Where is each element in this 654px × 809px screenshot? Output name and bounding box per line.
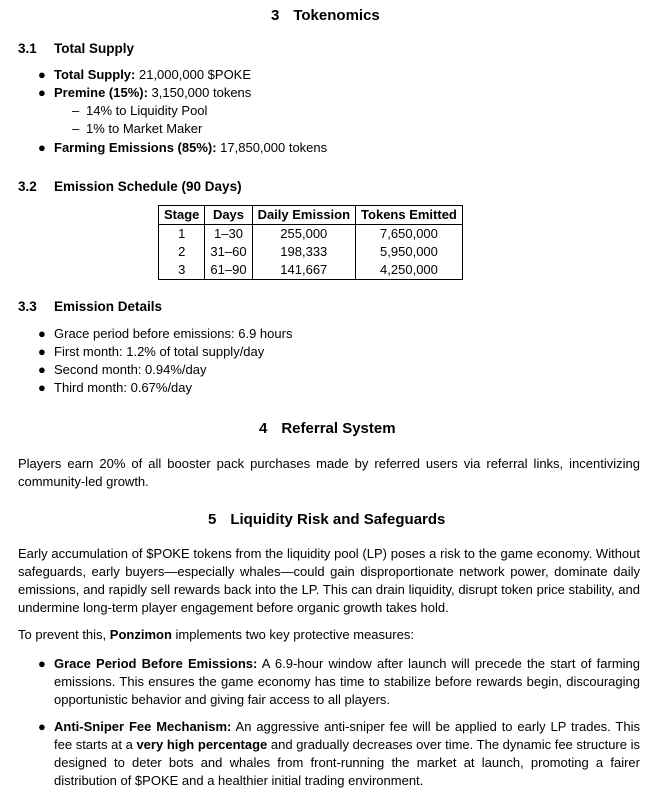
list-item: ● Premine (15%): 3,150,000 tokens xyxy=(38,85,252,100)
sub-list-item: – 14% to Liquidity Pool xyxy=(72,103,208,118)
bullet-icon: ● xyxy=(38,85,46,100)
table-cell: 31–60 xyxy=(205,243,252,261)
dash-icon: – xyxy=(72,121,80,136)
bullet-icon: ● xyxy=(38,344,46,359)
referral-paragraph: Players earn 20% of all booster pack purchases made by referred users via referral links, incentivizing community-led growth. xyxy=(18,456,640,489)
table-row xyxy=(159,225,463,244)
table-cell: 255,000 xyxy=(252,225,355,244)
liquidity-risk-paragraph: Early accumulation of $POKE tokens from the liquidity pool (LP) poses a risk to the game economy. Without safeguards, early buyers—especially whales—could gain disproportionate network power, dominate daily emissions, and rapidly sell rewards back into the LP. This can drain liquidity, disrupt token price stability, and undermine long-term player engagement before organic growth takes hold. xyxy=(18,546,640,615)
table-cell: 3 xyxy=(159,261,205,280)
dash-icon: – xyxy=(72,103,80,118)
table-cell: 61–90 xyxy=(205,261,252,280)
bullet-icon: ● xyxy=(38,140,46,155)
bullet-icon: ● xyxy=(38,326,46,341)
table-cell: 4,250,000 xyxy=(356,261,463,280)
subsection-3-3-heading: 3.3 Emission Details xyxy=(18,299,163,314)
measure-grace-period: ● Grace Period Before Emissions: A 6.9-hour window after launch will precede the start of farming emissions. This ensures the game economy has time to stabilize before rewards begin, discouraging opportunistic behavior and giving fair access to all players. xyxy=(38,656,640,707)
bullet-icon: ● xyxy=(38,380,46,395)
section-3-heading: 3 Tokenomics xyxy=(271,7,380,24)
list-item: ● Farming Emissions (85%): 17,850,000 tokens xyxy=(38,140,328,155)
table-cell: 5,950,000 xyxy=(356,243,463,261)
subsection-3-2-heading: 3.2 Emission Schedule (90 Days) xyxy=(18,179,242,194)
table-cell: 2 xyxy=(159,243,205,261)
table-cell: 1 xyxy=(159,225,205,244)
table-header-cell: Tokens Emitted xyxy=(356,206,463,225)
section-4-heading: 4 Referral System xyxy=(259,420,396,437)
table-header-cell: Daily Emission xyxy=(252,206,355,225)
list-item: ● Total Supply: 21,000,000 $POKE xyxy=(38,67,252,82)
list-item: ● Grace period before emissions: 6.9 hours xyxy=(38,326,293,341)
table-row xyxy=(159,243,463,261)
table-cell: 7,650,000 xyxy=(356,225,463,244)
sub-list-item: – 1% to Market Maker xyxy=(72,121,203,136)
table-cell: 198,333 xyxy=(252,243,355,261)
table-header-row xyxy=(159,206,463,225)
prevention-paragraph: To prevent this, Ponzimon implements two key protective measures: xyxy=(18,627,414,642)
bullet-icon: ● xyxy=(38,719,46,734)
table-header-cell: Stage xyxy=(159,206,205,225)
table-row xyxy=(159,261,463,280)
table-header-cell: Days xyxy=(205,206,252,225)
table-cell: 141,667 xyxy=(252,261,355,280)
table-cell: 1–30 xyxy=(205,225,252,244)
subsection-3-1-heading: 3.1 Total Supply xyxy=(18,41,134,56)
bullet-icon: ● xyxy=(38,67,46,82)
list-item: ● Second month: 0.94%/day xyxy=(38,362,207,377)
list-item: ● Third month: 0.67%/day xyxy=(38,380,193,395)
bullet-icon: ● xyxy=(38,656,46,671)
emission-schedule-table xyxy=(158,205,463,280)
list-item: ● First month: 1.2% of total supply/day xyxy=(38,344,265,359)
section-5-heading: 5 Liquidity Risk and Safeguards xyxy=(208,511,446,528)
measure-anti-sniper: ● Anti-Sniper Fee Mechanism: An aggressive anti-sniper fee will be applied to early LP trades. This fee starts at a very high percentage and gradually decreases over time. The dynamic fee structure is designed to deter bots and whales from front-running the market at launch, promoting a fairer distribution of $POKE and a healthier initial trading environment. xyxy=(38,719,641,788)
bullet-icon: ● xyxy=(38,362,46,377)
